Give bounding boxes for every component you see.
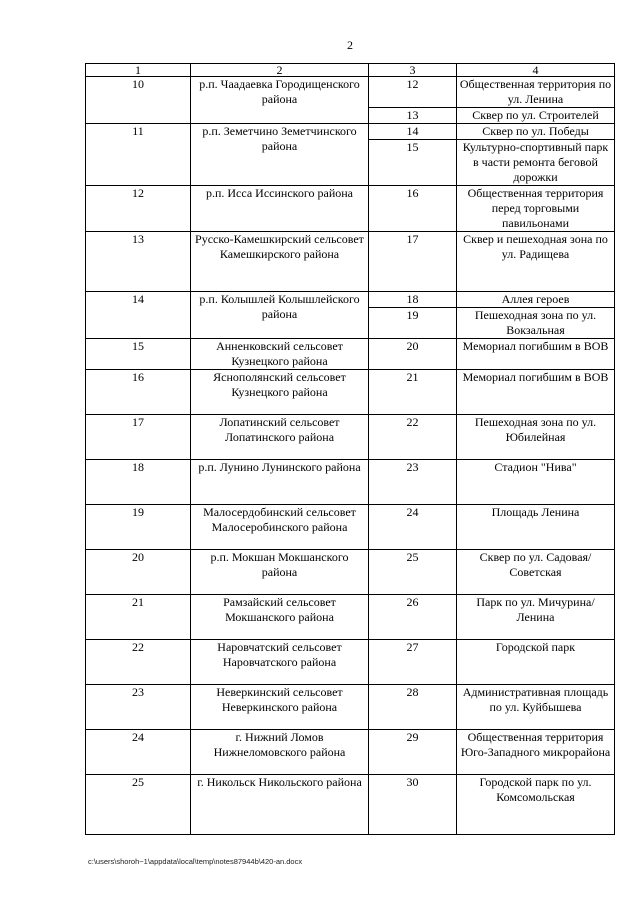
settlement-cell: г. Нижний Ломов Нижнеломовского района <box>191 730 369 775</box>
territory-number-cell: 15 <box>369 140 457 186</box>
settlement-cell: Малосердобинский сельсовет Малосеробинского района <box>191 505 369 550</box>
territory-number-cell: 20 <box>369 339 457 370</box>
territory-name-cell: Пешеходная зона по ул. Вокзальная <box>457 308 615 339</box>
territory-number-cell: 19 <box>369 308 457 339</box>
territory-number-cell: 17 <box>369 232 457 292</box>
table-row <box>86 415 615 460</box>
table-row <box>86 339 615 370</box>
settlement-cell: г. Никольск Никольского района <box>191 775 369 835</box>
territory-number-cell: 13 <box>369 108 457 124</box>
table-row <box>86 460 615 505</box>
territory-name-cell: Мемориал погибшим в ВОВ <box>457 370 615 415</box>
header-cell: 4 <box>457 64 615 77</box>
territory-name-cell: Сквер по ул. Строителей <box>457 108 615 124</box>
territory-name-cell: Аллея героев <box>457 292 615 308</box>
group-number-cell: 25 <box>86 775 191 835</box>
territory-number-cell: 24 <box>369 505 457 550</box>
group-number-cell: 21 <box>86 595 191 640</box>
settlement-cell: Анненковский сельсовет Кузнецкого района <box>191 339 369 370</box>
territory-number-cell: 27 <box>369 640 457 685</box>
header-cell: 2 <box>191 64 369 77</box>
settlement-cell: р.п. Земетчино Земетчинского района <box>191 124 369 186</box>
table-row <box>86 730 615 775</box>
territory-number-cell: 28 <box>369 685 457 730</box>
territory-number-cell: 22 <box>369 415 457 460</box>
table-row <box>86 77 615 108</box>
territory-number-cell: 26 <box>369 595 457 640</box>
territory-name-cell: Городской парк <box>457 640 615 685</box>
settlement-cell: р.п. Лунино Лунинского района <box>191 460 369 505</box>
group-number-cell: 11 <box>86 124 191 186</box>
group-number-cell: 15 <box>86 339 191 370</box>
territory-number-cell: 16 <box>369 186 457 232</box>
group-number-cell: 17 <box>86 415 191 460</box>
group-number-cell: 18 <box>86 460 191 505</box>
territory-number-cell: 23 <box>369 460 457 505</box>
table-row <box>86 685 615 730</box>
group-number-cell: 23 <box>86 685 191 730</box>
table-row <box>86 124 615 140</box>
territory-number-cell: 18 <box>369 292 457 308</box>
settlement-cell: р.п. Чаадаевка Городищенского района <box>191 77 369 124</box>
group-number-cell: 16 <box>86 370 191 415</box>
territory-name-cell: Площадь Ленина <box>457 505 615 550</box>
table-row <box>86 595 615 640</box>
table-row <box>86 186 615 232</box>
group-number-cell: 20 <box>86 550 191 595</box>
settlement-cell: Неверкинский сельсовет Неверкинского района <box>191 685 369 730</box>
settlement-cell: р.п. Мокшан Мокшанского района <box>191 550 369 595</box>
settlement-cell: р.п. Исса Иссинского района <box>191 186 369 232</box>
settlement-cell: р.п. Колышлей Колышлейского района <box>191 292 369 339</box>
page-number: 2 <box>347 38 353 52</box>
territory-name-cell: Парк по ул. Мичурина/Ленина <box>457 595 615 640</box>
group-number-cell: 24 <box>86 730 191 775</box>
table-row <box>86 370 615 415</box>
territory-name-cell: Общественная территория по ул. Ленина <box>457 77 615 108</box>
table-row <box>86 505 615 550</box>
table-row <box>86 640 615 685</box>
territory-name-cell: Культурно-спортивный парк в части ремонта беговой дорожки <box>457 140 615 186</box>
territory-number-cell: 25 <box>369 550 457 595</box>
territory-name-cell: Стадион "Нива" <box>457 460 615 505</box>
settlement-cell: Лопатинский сельсовет Лопатинского района <box>191 415 369 460</box>
territory-number-cell: 29 <box>369 730 457 775</box>
territory-number-cell: 14 <box>369 124 457 140</box>
group-number-cell: 10 <box>86 77 191 124</box>
group-number-cell: 14 <box>86 292 191 339</box>
group-number-cell: 22 <box>86 640 191 685</box>
territory-name-cell: Мемориал погибшим в ВОВ <box>457 339 615 370</box>
settlement-cell: Рамзайский сельсовет Мокшанского района <box>191 595 369 640</box>
group-number-cell: 13 <box>86 232 191 292</box>
territory-name-cell: Сквер по ул. Победы <box>457 124 615 140</box>
table-row <box>86 775 615 835</box>
territories-table <box>85 63 615 835</box>
territory-number-cell: 12 <box>369 77 457 108</box>
territory-number-cell: 30 <box>369 775 457 835</box>
territory-name-cell: Административная площадь по ул. Куйбышева <box>457 685 615 730</box>
settlement-cell: Русско-Камешкирский сельсовет Камешкирского района <box>191 232 369 292</box>
group-number-cell: 19 <box>86 505 191 550</box>
settlement-cell: Наровчатский сельсовет Наровчатского района <box>191 640 369 685</box>
territory-number-cell: 21 <box>369 370 457 415</box>
territory-name-cell: Городской парк по ул. Комсомольская <box>457 775 615 835</box>
territory-name-cell: Сквер и пешеходная зона по ул. Радищева <box>457 232 615 292</box>
territory-name-cell: Пешеходная зона по ул. Юбилейная <box>457 415 615 460</box>
file-path-footer: c:\users\shoroh~1\appdata\local\temp\notes87944b\420-an.docx <box>88 857 303 866</box>
table-row <box>86 232 615 292</box>
header-cell: 3 <box>369 64 457 77</box>
table-row <box>86 292 615 308</box>
header-cell: 1 <box>86 64 191 77</box>
table-row <box>86 550 615 595</box>
territory-name-cell: Сквер по ул. Садовая/Советская <box>457 550 615 595</box>
settlement-cell: Яснополянский сельсовет Кузнецкого района <box>191 370 369 415</box>
territory-name-cell: Общественная территория перед торговыми павильонами <box>457 186 615 232</box>
group-number-cell: 12 <box>86 186 191 232</box>
table-header-row <box>86 64 615 77</box>
territory-name-cell: Общественная территория Юго-Западного микрорайона <box>457 730 615 775</box>
